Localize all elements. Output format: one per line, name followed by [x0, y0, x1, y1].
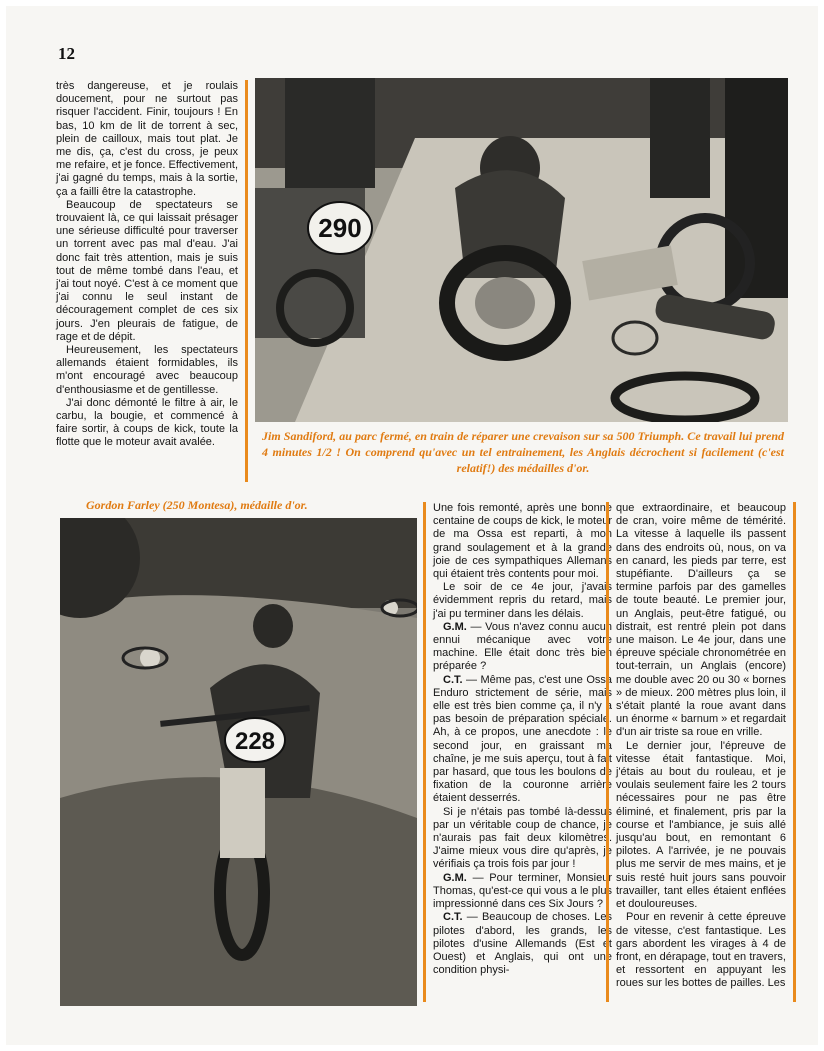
paragraph: Le soir de ce 4e jour, j'avais évidemment repris du retard, mais j'ai pu terminer dans les délais. [433, 581, 612, 620]
number-plate-290: 290 [318, 213, 362, 243]
interview-question [433, 621, 612, 674]
paragraph: très dangereuse, et je roulais doucement, pour ne surtout pas risquer l'accident. Finir, toujours ! En bas, 10 km de lit de torrent à sec, plein de cailloux, mais tout plat. Je me dis, ça, c'est du cross, je peux me refaire, et je fonce. Effectivement, j'ai gagné du temps, mais à la sortie, ça a failli être la catastrophe. [56, 80, 238, 198]
speaker-gm: G.M. [443, 620, 467, 633]
answer-text: — Même pas, c'est une Ossa Enduro strictement de série, mais elle est très bien comme ça, il n'y a pas besoin de préparation spéciale. Ah, à ce propos, une anecdote : le second jour, en graissant ma chaîne, je me suis aperçu, tout à fait par hasard, que tous les boulons de fixation de la couronne arrière étaient desserrés. [433, 673, 612, 805]
paragraph: Le dernier jour, l'épreuve de vitesse était fantastique. Moi, j'étais au bout du rouleau, et je voulais seulement faire les 2 tours nécessaires pour ne pas être éliminé, et finalement, pris par la course et l'ambiance, je suis allé jusqu'au bout, en remontant 6 pilotes. A l'arrivée, je ne pouvais plus me servir de mes mains, et je suis resté huit jours sans pouvoir travailler, tant elles étaient enflées et douloureuses. [616, 739, 786, 911]
answer-text: — Beaucoup de choses. Les pilotes d'abord, les grands, les pilotes d'usine Allemands (Est et Ouest) et Anglais, qui ont une condition physi- [433, 911, 612, 977]
caption-gordon-farley: Gordon Farley (250 Montesa), médaille d'or. [86, 498, 308, 512]
question-text: — Pour terminer, Monsieur Thomas, qu'est-ce qui vous a le plus impressionné dans ces Six Jours ? [433, 871, 612, 911]
photo-gordon-farley-image [60, 518, 417, 1006]
paragraph: Pour en revenir à cette épreuve de vitesse, c'est fantastique. Les gars abordent les virages à 4 de front, en dérapage, tout en travers, et ressortent en appuyant les roues sur les bottes de pailles. Les [616, 911, 786, 990]
number-plate-228: 228 [234, 728, 276, 755]
photo-parc-ferme-image [255, 78, 788, 422]
paragraph: Beaucoup de spectateurs se trouvaient là, ce qui laissait présager une sérieuse difficulté pour traverser un torrent avec pas mal d'eau. J'ai donc fait très attention, mais je suis tout de même tombé dans l'eau, et j'ai tout noyé. C'est à ce moment que j'ai connu le seul instant de découragement complet de ces six jours. J'en pleurais de fatigue, de rage et de dépit. [56, 198, 238, 343]
interview-answer [433, 911, 612, 977]
paragraph: J'ai donc démonté le filtre à air, le carbu, la bougie, et commencé à faire sortir, à coups de kick, toute la flotte que le moteur avait avalée. [56, 396, 238, 449]
caption-parc-ferme: Jim Sandiford, au parc fermé, en train de réparer une crevaison sur sa 500 Triumph. Ce travail lui prend 4 minutes 1/2 ! On comprend qu'avec un tel entrainement, les Anglais décrochent si facilement (c'est relatif!) des médailles d'or. [262, 429, 784, 475]
paragraph: que extraordinaire, et beaucoup de cran, voire même de témérité. La vitesse à laquelle ils passent dans des endroits où, nous, on va en canard, les pieds par terre, est stupéfiante. D'ailleurs ça se termine parfois par des gamelles de toute beauté. Le premier jour, un Anglais, peut-être fatigué, ou distrait, est rentré plein pot dans une maison. Le 4e jour, dans une épreuve spéciale chronométrée en tout-terrain, un Anglais (encore) me double avec 20 ou 30 « bornes » de mieux. 200 mètres plus loin, il s'était planté la roue avant dans un énorme « barnum » et regardait d'un air triste sa roue en vrille. [616, 502, 786, 739]
text-column-middle [423, 502, 612, 1002]
question-text: — Vous n'avez connu aucun ennui mécanique avec votre machine. Elle était donc très bien préparée ? [433, 620, 612, 673]
paragraph: Heureusement, les spectateurs allemands étaient formidables, ils m'ont encouragé avec beaucoup d'enthousiasme et de gentillesse. [56, 344, 238, 396]
speaker-ct: C.T. [443, 911, 463, 924]
interview-answer [433, 674, 612, 806]
paragraph: Une fois remonté, après une bonne centaine de coups de kick, le moteur de ma Ossa est reparti, à mon grand soulagement et à la grande joie de ces sympathiques Allemans qui étaient très contents pour moi. [433, 502, 612, 581]
photo-parc-ferme [255, 78, 788, 422]
interview-question [433, 872, 612, 912]
page-number: 12 [58, 44, 75, 63]
paragraph: Si je n'étais pas tombé là-dessus par un véritable coup de chance, je n'aurais pas fait deux kilomètres. J'aime mieux vous dire qu'après, je vérifiais ça trois fois par jour ! [433, 805, 612, 871]
speaker-gm: G.M. [443, 871, 467, 884]
speaker-ct: C.T. [443, 673, 463, 686]
text-column-left [56, 80, 248, 482]
text-column-right [606, 502, 796, 1002]
photo-gordon-farley [60, 518, 417, 1006]
